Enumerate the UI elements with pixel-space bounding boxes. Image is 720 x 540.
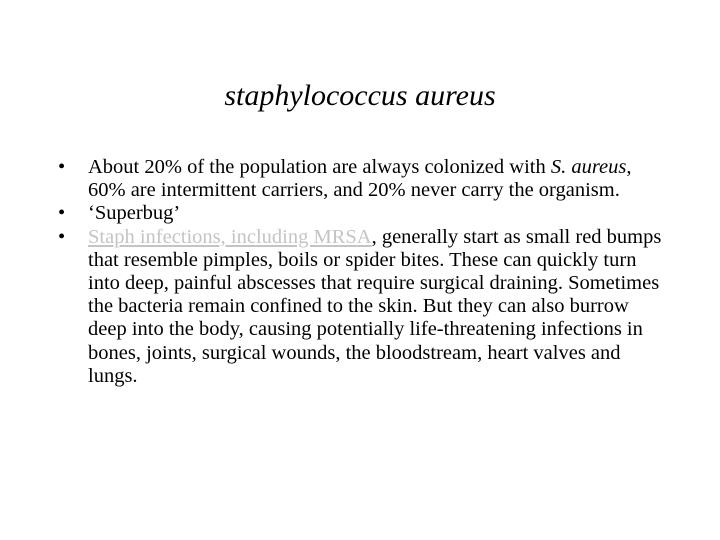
bullet-text: About 20% of the population are always colonized with bbox=[88, 156, 551, 178]
bullet-item-colonization bbox=[58, 156, 670, 202]
staph-infections-link[interactable]: Staph infections, including MRSA bbox=[88, 225, 372, 248]
bullet-item-superbug bbox=[58, 202, 670, 225]
bullet-list bbox=[58, 156, 670, 388]
bullet-item-staph-infections bbox=[58, 226, 670, 388]
bullet-text-continued: , generally start as small red bumps that resemble pimples, boils or spider bites. These can quickly turn into deep, painful abscesses that require surgical draining. Sometimes the bacteria remain confined to the skin. But they can also burrow deep into the body, causing potentially life-threatening infections in bones, joints, surgical wounds, the bloodstream, heart valves and lungs. bbox=[88, 225, 662, 387]
bullet-text-continued: , 60% are intermittent carriers, and 20% never carry the organism. bbox=[88, 156, 632, 202]
bullet-icon: • bbox=[58, 156, 66, 178]
species-name: S. aureus bbox=[550, 156, 627, 178]
bullet-icon: • bbox=[58, 202, 66, 225]
bullet-text: ‘Superbug’ bbox=[88, 202, 181, 225]
slide-title: staphylococcus aureus bbox=[224, 79, 496, 112]
bullet-icon: • bbox=[58, 225, 66, 248]
